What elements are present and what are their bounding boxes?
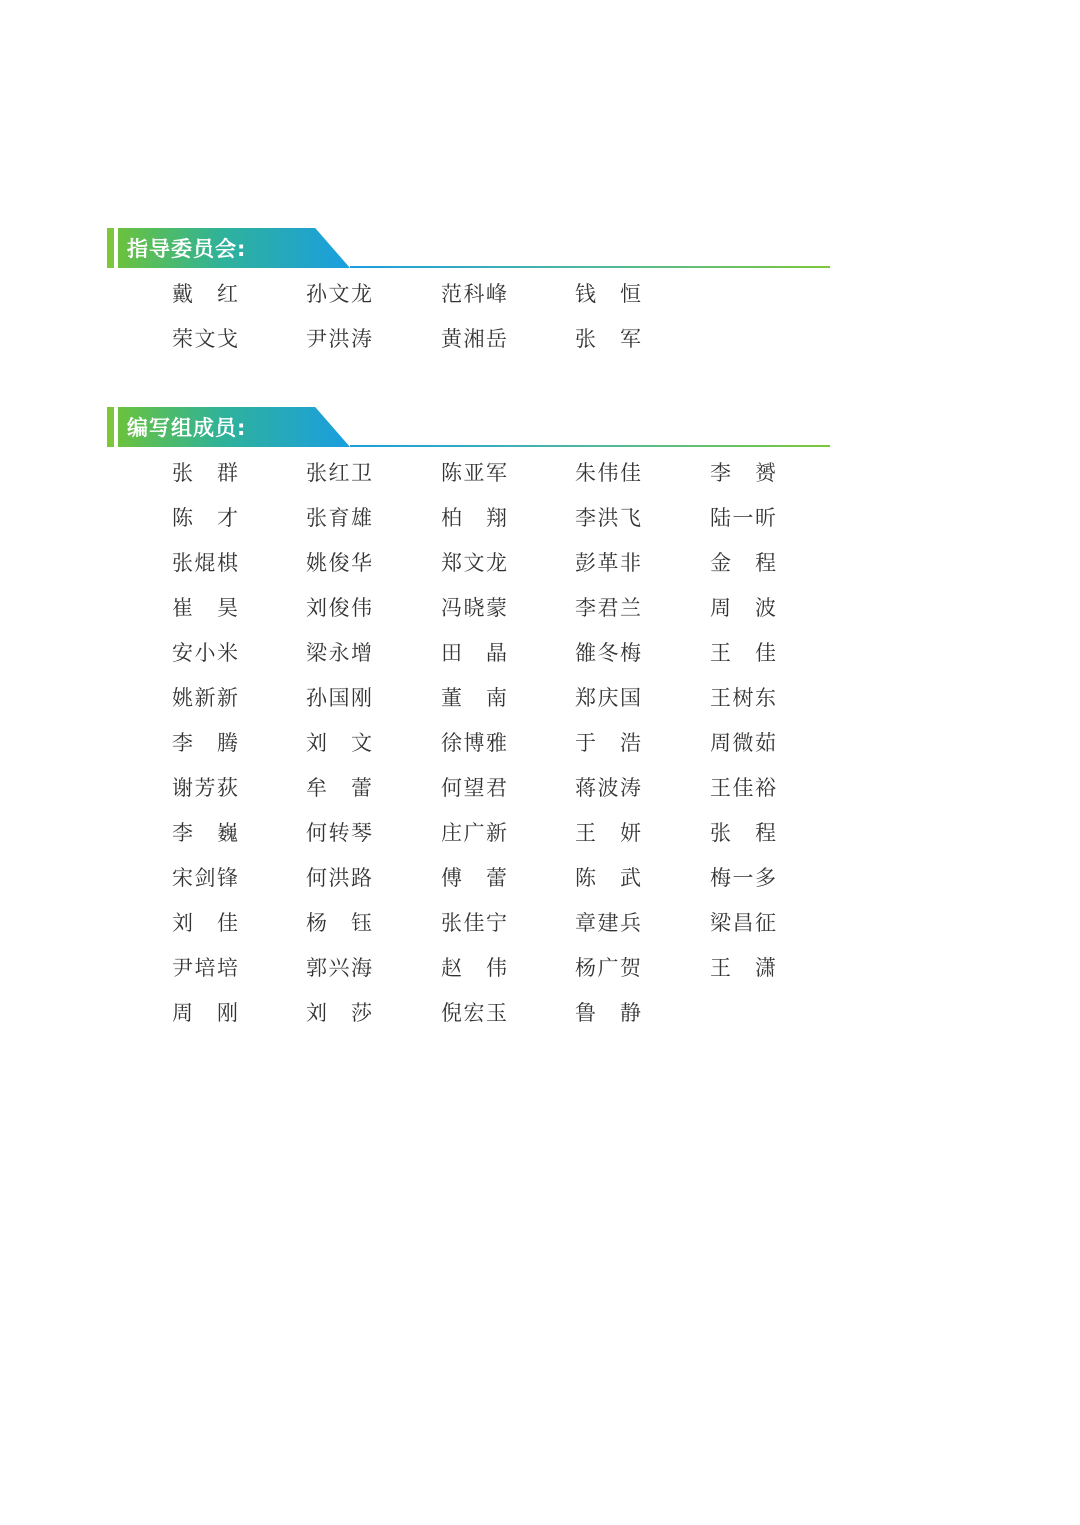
member-name: 王 潇	[710, 956, 776, 980]
member-name: 张焜棋	[172, 551, 238, 575]
member-name: 杨广贺	[575, 956, 641, 980]
member-name: 金 程	[710, 551, 776, 575]
member-name: 鲁 静	[575, 1001, 641, 1025]
member-name: 张红卫	[306, 461, 372, 485]
member-name: 冯晓蒙	[441, 596, 507, 620]
member-name: 梁昌征	[710, 911, 776, 935]
member-name: 于 浩	[575, 731, 641, 755]
member-name: 王树东	[710, 686, 776, 710]
member-name: 章建兵	[575, 911, 641, 935]
member-name: 张 程	[710, 821, 776, 845]
member-name: 张 军	[575, 327, 641, 351]
member-name: 雒冬梅	[575, 641, 641, 665]
member-name: 董 南	[441, 686, 507, 710]
member-name: 黄湘岳	[441, 327, 507, 351]
member-name: 尹洪涛	[306, 327, 372, 351]
member-name: 刘 莎	[306, 1001, 372, 1025]
member-name: 尹培培	[172, 956, 238, 980]
section-banner	[0, 226, 1080, 272]
member-name: 陆一昕	[710, 506, 776, 530]
member-name: 徐博雅	[441, 731, 507, 755]
member-name: 崔 昊	[172, 596, 238, 620]
member-name: 倪宏玉	[441, 1001, 507, 1025]
member-name: 何洪路	[306, 866, 372, 890]
banner-accent-bar	[107, 407, 114, 447]
member-name: 傅 蕾	[441, 866, 507, 890]
member-name: 李君兰	[575, 596, 641, 620]
member-name: 何转琴	[306, 821, 372, 845]
member-name: 彭革非	[575, 551, 641, 575]
member-name: 姚俊华	[306, 551, 372, 575]
member-name: 谢芳荻	[172, 776, 238, 800]
member-name: 周 波	[710, 596, 776, 620]
member-name: 梁永增	[306, 641, 372, 665]
member-name: 蒋波涛	[575, 776, 641, 800]
member-name: 刘 佳	[172, 911, 238, 935]
member-name: 杨 钰	[306, 911, 372, 935]
section-title: 指导委员会:	[127, 237, 247, 261]
member-name: 范科峰	[441, 282, 507, 306]
member-name: 王 妍	[575, 821, 641, 845]
member-name: 周 刚	[172, 1001, 238, 1025]
member-name: 赵 伟	[441, 956, 507, 980]
section-banner	[0, 405, 1080, 451]
member-name: 李洪飞	[575, 506, 641, 530]
member-name: 姚新新	[172, 686, 238, 710]
member-name: 王佳裕	[710, 776, 776, 800]
member-name: 何望君	[441, 776, 507, 800]
member-name: 牟 蕾	[306, 776, 372, 800]
member-name: 宋剑锋	[172, 866, 238, 890]
member-name: 刘俊伟	[306, 596, 372, 620]
member-name: 陈亚军	[441, 461, 507, 485]
member-name: 荣文戈	[172, 327, 238, 351]
member-name: 安小米	[172, 641, 238, 665]
member-name: 张 群	[172, 461, 238, 485]
section-title: 编写组成员:	[127, 416, 247, 440]
member-name: 李 腾	[172, 731, 238, 755]
member-name: 柏 翔	[441, 506, 507, 530]
member-name: 李 赟	[710, 461, 776, 485]
member-name: 庄广新	[441, 821, 507, 845]
member-name: 郭兴海	[306, 956, 372, 980]
banner-underline	[350, 445, 830, 447]
member-name: 张育雄	[306, 506, 372, 530]
member-name: 田 晶	[441, 641, 507, 665]
member-name: 孙国刚	[306, 686, 372, 710]
member-name: 刘 文	[306, 731, 372, 755]
guidance-committee-section	[0, 226, 1080, 351]
member-name: 戴 红	[172, 282, 238, 306]
member-name: 王 佳	[710, 641, 776, 665]
member-name: 郑庆国	[575, 686, 641, 710]
member-name: 张佳宁	[441, 911, 507, 935]
banner-accent-bar	[107, 228, 114, 268]
member-name: 郑文龙	[441, 551, 507, 575]
member-name: 孙文龙	[306, 282, 372, 306]
banner-underline	[350, 266, 830, 268]
member-name: 陈 才	[172, 506, 238, 530]
member-name: 钱 恒	[575, 282, 641, 306]
member-name: 陈 武	[575, 866, 641, 890]
member-name: 李 巍	[172, 821, 238, 845]
writing-group-section	[0, 405, 1080, 1025]
member-name: 梅一多	[710, 866, 776, 890]
member-name: 朱伟佳	[575, 461, 641, 485]
member-name: 周微茹	[710, 731, 776, 755]
